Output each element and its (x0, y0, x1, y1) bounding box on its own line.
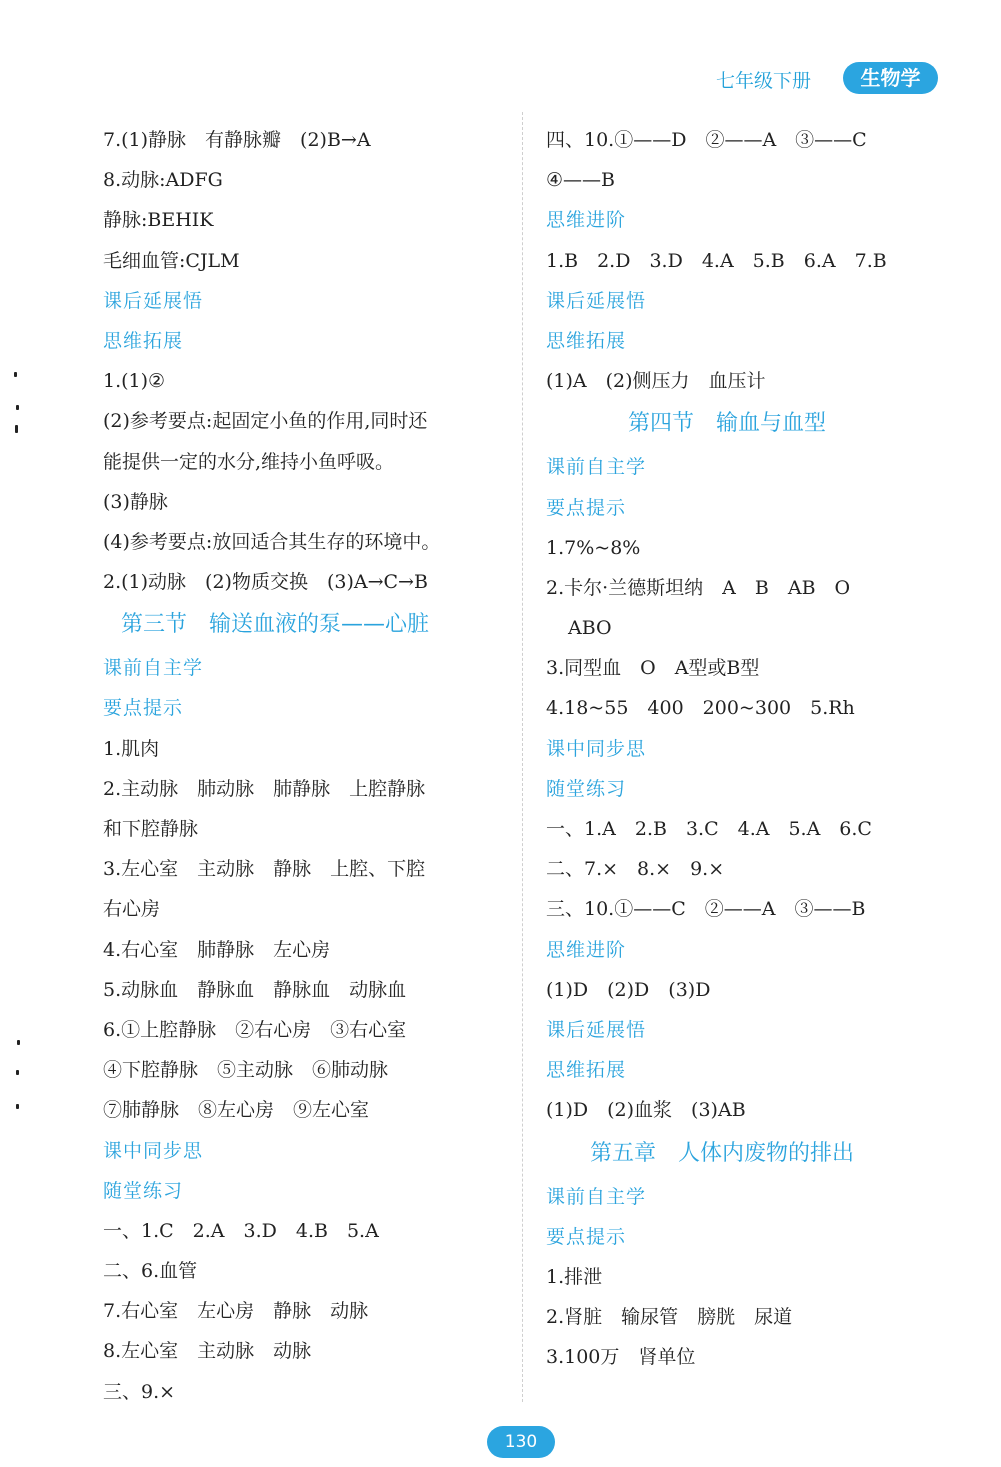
answer-line: 8.左心室 主动脉 动脉 (103, 1340, 312, 1363)
answer-line: ABO (568, 617, 612, 640)
answer-line: ④——B (546, 169, 615, 192)
subsection-heading: 思维进阶 (546, 209, 627, 232)
answer-line: 1.7%~8% (546, 536, 641, 559)
section-title: 第四节 输血与血型 (628, 411, 827, 437)
answer-line: 5.动脉血 静脉血 静脉血 动脉血 (103, 978, 407, 1001)
subsection-heading: 思维拓展 (103, 329, 184, 352)
answer-line: 静脉:BEHIK (103, 209, 214, 232)
subsection-heading: 课中同步思 (103, 1139, 204, 1162)
header-grade: 七年级下册 (716, 70, 812, 92)
answer-line: 三、9.× (103, 1380, 176, 1403)
answer-line: (1)D (2)D (3)D (546, 978, 711, 1001)
answer-line: (3)静脉 (103, 490, 168, 513)
subsection-heading: 要点提示 (546, 1225, 627, 1248)
subsection-heading: 课后延展悟 (546, 1018, 647, 1041)
answer-line: 7.右心室 左心房 静脉 动脉 (103, 1300, 369, 1323)
answer-line: 毛细血管:CJLM (103, 249, 240, 272)
margin-mark (15, 425, 18, 433)
subsection-heading: 随堂练习 (103, 1179, 184, 1202)
right-column (546, 120, 956, 1377)
answer-line: 右心房 (103, 898, 161, 921)
answer-line: 2.卡尔·兰德斯坦纳 A B AB O (546, 576, 851, 599)
answer-line: 4.18~55 400 200~300 5.Rh (546, 697, 855, 720)
answer-line: 一、1.A 2.B 3.C 4.A 5.A 6.C (546, 818, 872, 840)
answer-line: (1)A (2)侧压力 血压计 (546, 370, 766, 393)
header-subject-badge: 生物学 (843, 62, 938, 94)
page-number: 130 (487, 1426, 555, 1458)
left-column (103, 120, 508, 1412)
answer-line: 能提供一定的水分,维持小鱼呼吸。 (103, 450, 395, 473)
margin-mark (16, 1070, 19, 1075)
subsection-heading: 思维拓展 (546, 329, 627, 352)
answer-line: 二、7.× 8.× 9.× (546, 858, 725, 881)
answer-line: 3.左心室 主动脉 静脉 上腔、下腔 (103, 858, 426, 881)
answer-line: 2.肾脏 输尿管 膀胱 尿道 (546, 1306, 793, 1329)
column-divider (522, 112, 523, 1402)
subsection-heading: 要点提示 (546, 496, 627, 519)
answer-line: 1.肌肉 (103, 737, 160, 760)
answer-line: (4)参考要点:放回适合其生存的环境中。 (103, 530, 441, 553)
answer-line: 2.主动脉 肺动脉 肺静脉 上腔静脉 (103, 777, 426, 800)
margin-mark (17, 1040, 20, 1045)
answer-line: 7.(1)静脉 有静脉瓣 (2)B→A (103, 129, 371, 151)
subsection-heading: 思维拓展 (546, 1059, 627, 1082)
answer-line: (2)参考要点:起固定小鱼的作用,同时还 (103, 410, 428, 433)
subsection-heading: 要点提示 (103, 697, 184, 720)
answer-line: 3.同型血 O A型或B型 (546, 657, 760, 680)
answer-line: 1.(1)② (103, 370, 166, 393)
subsection-heading: 课后延展悟 (546, 289, 647, 312)
answer-line: 二、6.血管 (103, 1260, 198, 1283)
answer-line: ⑦肺静脉 ⑧左心房 ⑨左心室 (103, 1099, 370, 1122)
subsection-heading: 思维进阶 (546, 938, 627, 961)
answer-line: ④下腔静脉 ⑤主动脉 ⑥肺动脉 (103, 1059, 389, 1082)
answer-line: 4.右心室 肺静脉 左心房 (103, 938, 331, 961)
answer-line: 2.(1)动脉 (2)物质交换 (3)A→C→B (103, 571, 428, 594)
answer-line: 三、10.①——C ②——A ③——B (546, 898, 866, 921)
answer-line: 和下腔静脉 (103, 818, 199, 840)
subsection-heading: 课前自主学 (546, 1185, 647, 1208)
section-title: 第五章 人体内废物的排出 (590, 1140, 855, 1166)
section-title: 第三节 输送血液的泵——心脏 (121, 612, 430, 638)
subsection-heading: 课后延展悟 (103, 289, 204, 312)
answer-line: 1.排泄 (546, 1265, 603, 1288)
answer-line: 1.B 2.D 3.D 4.A 5.B 6.A 7.B (546, 249, 887, 272)
answer-line: 6.①上腔静脉 ②右心房 ③右心室 (103, 1018, 407, 1041)
subsection-heading: 课前自主学 (103, 657, 204, 680)
margin-mark (16, 405, 19, 410)
answer-line: 3.100万 肾单位 (546, 1346, 696, 1369)
margin-mark (16, 1104, 19, 1109)
answer-line: (1)D (2)血浆 (3)AB (546, 1099, 746, 1122)
subsection-heading: 课中同步思 (546, 737, 647, 760)
answer-line: 四、10.①——D ②——A ③——C (546, 129, 867, 151)
answer-line: 8.动脉:ADFG (103, 169, 223, 192)
subsection-heading: 课前自主学 (546, 456, 647, 479)
subsection-heading: 随堂练习 (546, 777, 627, 800)
answer-line: 一、1.C 2.A 3.D 4.B 5.A (103, 1219, 379, 1242)
margin-mark (14, 372, 17, 377)
